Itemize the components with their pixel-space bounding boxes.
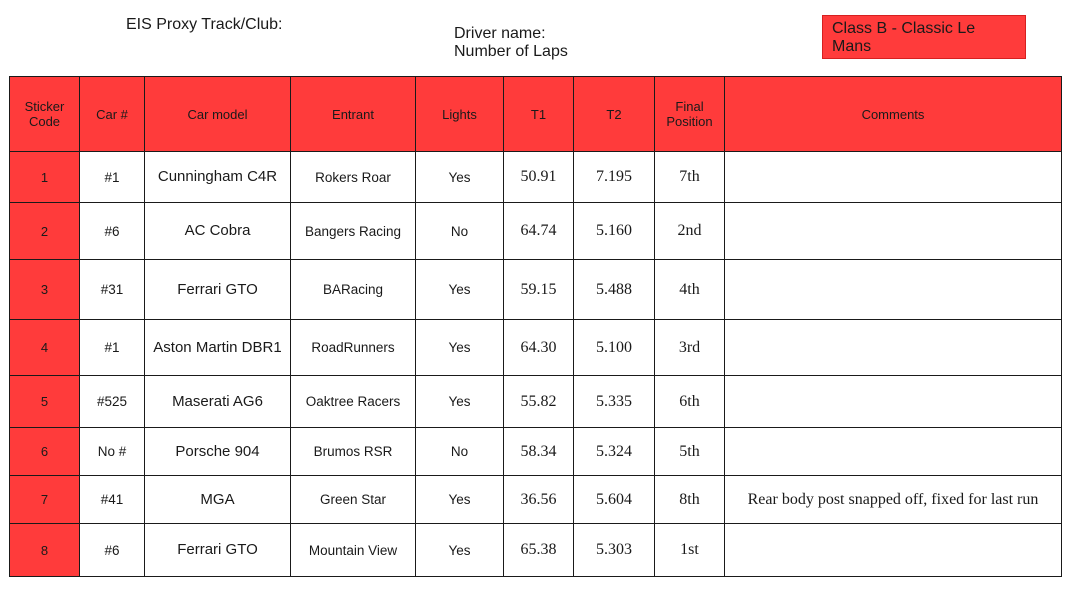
col-car-model: Car model [145,77,291,152]
laps-label: Number of Laps [454,43,568,60]
car-number-cell: No # [80,428,145,476]
table-row [10,524,1062,577]
car-number-cell: #1 [80,152,145,203]
lights-cell: Yes [416,476,504,524]
sticker-cell: 8 [10,524,80,577]
t2-cell: 7.195 [574,152,655,203]
table-row [10,320,1062,376]
comments-cell [725,260,1062,320]
col-comments: Comments [725,77,1062,152]
final-position-cell: 4th [655,260,725,320]
t1-cell: 65.38 [504,524,574,577]
header-row [10,77,1062,152]
car-model-cell: Maserati AG6 [145,376,291,428]
col-sticker-code: Sticker Code [10,77,80,152]
col-entrant: Entrant [291,77,416,152]
final-position-cell: 7th [655,152,725,203]
final-position-cell: 2nd [655,203,725,260]
entrant-cell: BARacing [291,260,416,320]
t2-cell: 5.488 [574,260,655,320]
t1-cell: 50.91 [504,152,574,203]
lights-cell: No [416,428,504,476]
final-position-cell: 5th [655,428,725,476]
sticker-cell: 7 [10,476,80,524]
sticker-cell: 5 [10,376,80,428]
sticker-cell: 3 [10,260,80,320]
entrant-cell: Brumos RSR [291,428,416,476]
comments-cell [725,152,1062,203]
t2-cell: 5.324 [574,428,655,476]
table-row [10,376,1062,428]
table-row [10,428,1062,476]
t1-cell: 64.30 [504,320,574,376]
car-model-cell: Cunningham C4R [145,152,291,203]
t2-cell: 5.303 [574,524,655,577]
table-row [10,203,1062,260]
lights-cell: Yes [416,320,504,376]
car-number-cell: #41 [80,476,145,524]
t2-cell: 5.604 [574,476,655,524]
class-badge: Class B - Classic Le Mans [822,15,1026,59]
lights-cell: No [416,203,504,260]
final-position-cell: 6th [655,376,725,428]
t2-cell: 5.160 [574,203,655,260]
lights-cell: Yes [416,152,504,203]
sticker-cell: 6 [10,428,80,476]
table-row [10,152,1062,203]
track-club-label: EIS Proxy Track/Club: [126,16,283,33]
car-number-cell: #1 [80,320,145,376]
col-final-position: Final Position [655,77,725,152]
t1-cell: 59.15 [504,260,574,320]
car-model-cell: Aston Martin DBR1 [145,320,291,376]
comments-cell [725,320,1062,376]
car-model-cell: Ferrari GTO [145,524,291,577]
t1-cell: 36.56 [504,476,574,524]
car-number-cell: #6 [80,203,145,260]
t2-cell: 5.100 [574,320,655,376]
car-model-cell: AC Cobra [145,203,291,260]
table-row [10,260,1062,320]
lights-cell: Yes [416,524,504,577]
car-model-cell: MGA [145,476,291,524]
entrant-cell: Green Star [291,476,416,524]
car-number-cell: #6 [80,524,145,577]
col-car-number: Car # [80,77,145,152]
lights-cell: Yes [416,260,504,320]
car-model-cell: Porsche 904 [145,428,291,476]
lights-cell: Yes [416,376,504,428]
entrant-cell: Mountain View [291,524,416,577]
car-number-cell: #31 [80,260,145,320]
col-lights: Lights [416,77,504,152]
final-position-cell: 8th [655,476,725,524]
sticker-cell: 1 [10,152,80,203]
comments-cell [725,203,1062,260]
col-t1: T1 [504,77,574,152]
table-row [10,476,1062,524]
sticker-cell: 2 [10,203,80,260]
sticker-cell: 4 [10,320,80,376]
results-table [9,76,1062,577]
t1-cell: 55.82 [504,376,574,428]
final-position-cell: 1st [655,524,725,577]
t2-cell: 5.335 [574,376,655,428]
final-position-cell: 3rd [655,320,725,376]
t1-cell: 64.74 [504,203,574,260]
car-number-cell: #525 [80,376,145,428]
entrant-cell: Bangers Racing [291,203,416,260]
entrant-cell: Oaktree Racers [291,376,416,428]
entrant-cell: RoadRunners [291,320,416,376]
entrant-cell: Rokers Roar [291,152,416,203]
comments-cell [725,376,1062,428]
t1-cell: 58.34 [504,428,574,476]
driver-info [454,25,568,61]
car-model-cell: Ferrari GTO [145,260,291,320]
comments-cell [725,524,1062,577]
comments-cell: Rear body post snapped off, fixed for last run [725,476,1062,524]
driver-name-label: Driver name: [454,25,546,42]
col-t2: T2 [574,77,655,152]
comments-cell [725,428,1062,476]
